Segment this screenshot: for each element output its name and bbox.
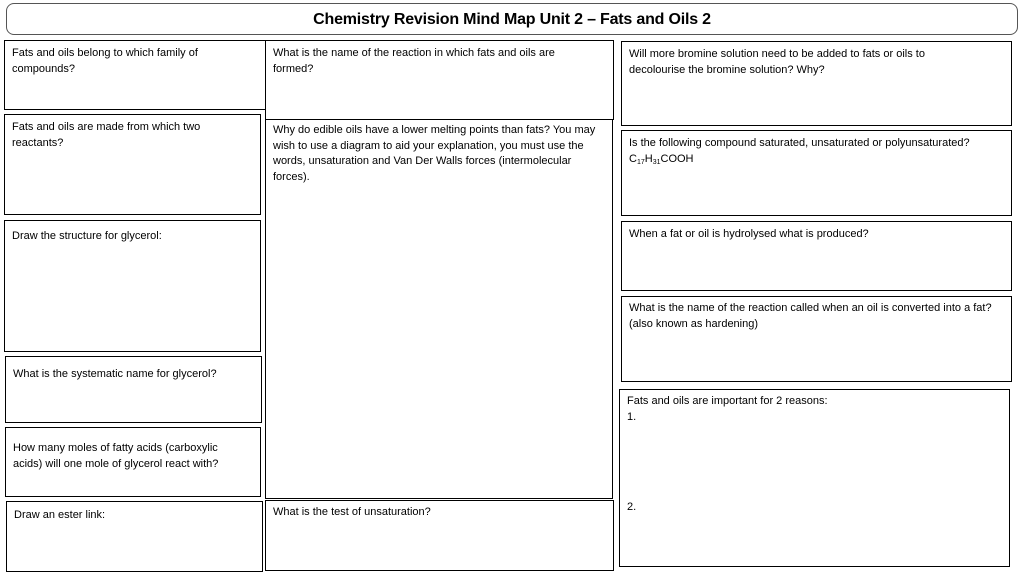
fatty-acid-formula: $C_{17}H_{31}COOH$ <box>629 152 694 166</box>
reaction-name-box[interactable] <box>265 40 614 120</box>
bromine-question-box[interactable] <box>621 41 1012 126</box>
glycerol-structure-box[interactable] <box>4 220 261 352</box>
reactants-question-box[interactable] <box>4 114 261 215</box>
family-question-box[interactable] <box>4 40 266 110</box>
ester-link-box[interactable] <box>6 501 263 572</box>
saturation-question: Is the following compound saturated, unsaturated or polyunsaturated? <box>629 137 970 149</box>
title-banner <box>6 3 1018 35</box>
hydrolysis-question-box[interactable] <box>621 221 1012 291</box>
reason-2-label: 2. <box>627 501 637 513</box>
reactants-question: Fats and oils are made from which two reactants? <box>12 121 201 149</box>
systematic-name-question: What is the systematic name for glycerol? <box>13 368 217 380</box>
page-title: Chemistry Revision Mind Map Unit 2 – Fats and Oils 2 <box>313 11 711 28</box>
reason-1-label: 1. <box>627 410 637 423</box>
melting-point-question: Why do edible oils have a lower melting points than fats? You may wish to use a diagram to aid your explanation, you must use the words, unsaturation and Van Der Walls forces (intermolecular forces). <box>273 124 596 183</box>
unsaturation-test-question: What is the test of unsaturation? <box>273 506 431 518</box>
melting-point-box[interactable] <box>265 119 613 499</box>
family-question: Fats and oils belong to which family of compounds? <box>12 47 198 75</box>
ester-link-question: Draw an ester link: <box>14 509 106 521</box>
reasons-question-box[interactable] <box>619 389 1010 567</box>
saturation-question-box[interactable] <box>621 130 1012 216</box>
reasons-question: Fats and oils are important for 2 reasons: <box>627 395 828 407</box>
glycerol-structure-question: Draw the structure for glycerol: <box>12 230 162 242</box>
moles-question-box[interactable] <box>5 427 261 497</box>
reaction-name-question: What is the name of the reaction in which fats and oils are formed? <box>273 47 555 75</box>
unsaturation-test-box[interactable] <box>265 500 614 571</box>
bromine-question: Will more bromine solution need to be added to fats or oils to decolourise the bromine solution? Why? <box>629 48 925 76</box>
hydrolysis-question: When a fat or oil is hydrolysed what is produced? <box>629 228 869 240</box>
hardening-question-box[interactable] <box>621 296 1012 382</box>
moles-question: How many moles of fatty acids (carboxylic acids) will one mole of glycerol react with? <box>13 442 219 470</box>
hardening-question: What is the name of the reaction called when an oil is converted into a fat? (also known as hardening) <box>629 302 992 330</box>
systematic-name-box[interactable] <box>5 356 262 423</box>
